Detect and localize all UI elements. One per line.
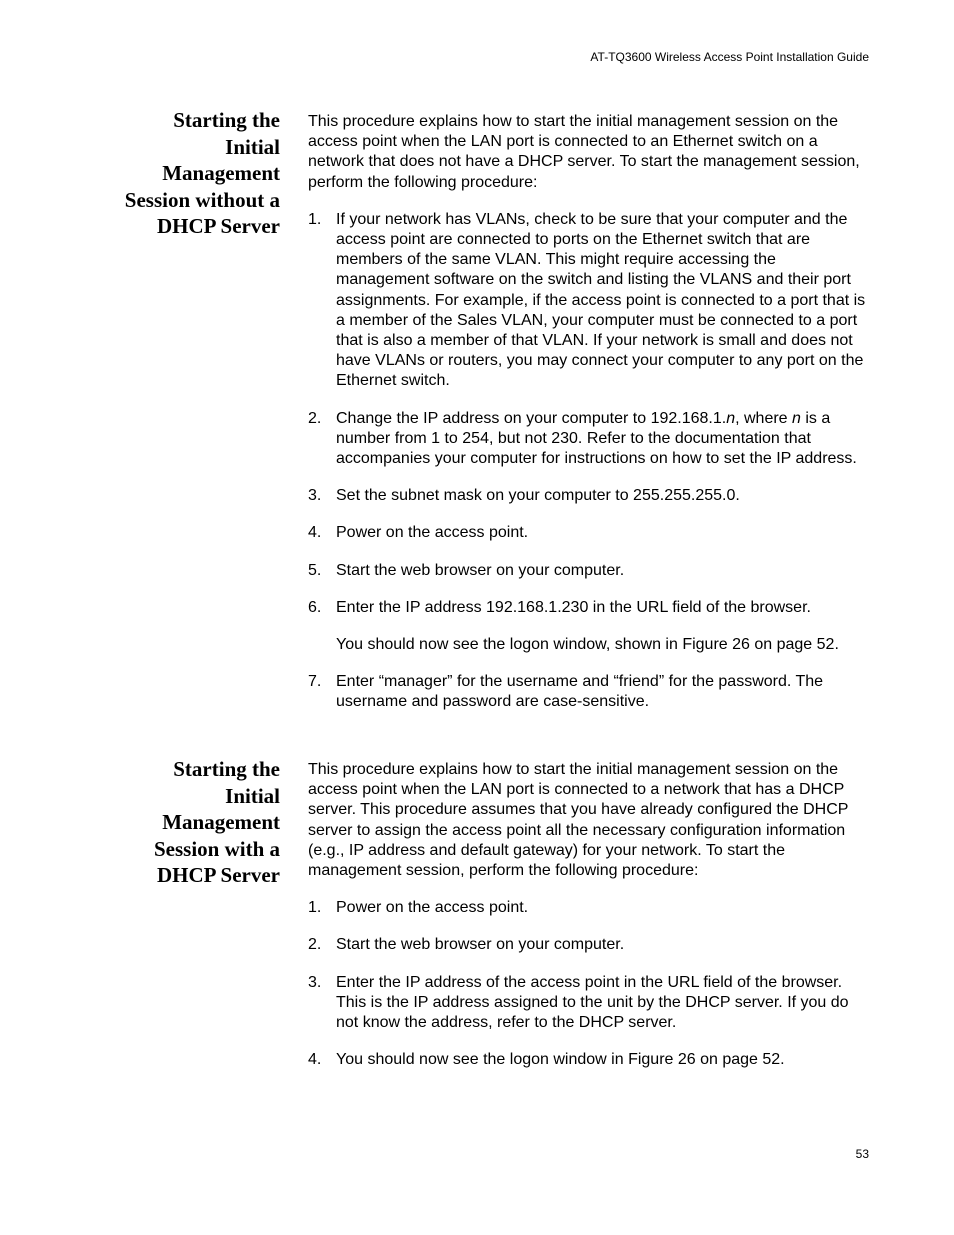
section-body	[308, 112, 873, 713]
list-item: 3. Set the subnet mask on your computer to 255.255.255.0.	[308, 487, 740, 505]
procedure-steps	[308, 210, 873, 713]
page-number: 53	[855, 1147, 869, 1161]
section-heading: Starting the Initial Management Session without a DHCP Server	[124, 108, 280, 238]
intro-paragraph: This procedure explains how to start the initial management session on the access point when the LAN port is connected to a network that has a DHCP server. This procedure assumes that you have already configured the DHCP server to assign the access point all the necessary configuration information (e.g., IP address and default gateway) for your network. To start the management session, perform the following procedure:	[308, 761, 849, 880]
list-item: 2. Change the IP address on your computer to 192.168.1.n, where n is a number from 1 to 254, but not 230. Refer to the documentation that accompanies your computer for instructions on how to set the IP address.	[308, 409, 857, 468]
intro-paragraph: This procedure explains how to start the initial management session on the access point when the LAN port is connected to an Ethernet switch on a network that does not have a DHCP server. To start the management session, perform the following procedure:	[308, 113, 860, 191]
list-item: 4. Power on the access point.	[308, 524, 529, 542]
list-item: 6. Enter the IP address 192.168.1.230 in the URL field of the browser. You should now see the logon window, shown in Figure 26 on page 52.	[308, 598, 839, 654]
section-body	[308, 760, 873, 1070]
procedure-steps	[308, 898, 873, 1070]
list-item: 1. If your network has VLANs, check to be sure that your computer and the access point are connected to ports on the Ethernet switch that are members of the same VLAN. This might require accessing the management software on the switch and listing the VLANS and their port assignments. For example, if the access point is connected to a port that is a member of the Sales VLAN, your computer must be connected to a port that is also a member of that VLAN. If your network is small and does not have VLANs or routers, you may connect your computer to any port on the Ethernet switch.	[308, 210, 866, 390]
list-item: 1. Power on the access point.	[308, 899, 529, 917]
list-item: 4. You should now see the logon window in Figure 26 on page 52.	[308, 1051, 785, 1069]
list-item: 2. Start the web browser on your computer.	[308, 936, 625, 954]
list-item: 3. Enter the IP address of the access point in the URL field of the browser. This is the IP address assigned to the unit by the DHCP server. If you do not know the address, refer to the DHCP server.	[308, 973, 849, 1032]
list-item: 7. Enter “manager” for the username and “friend” for the password. The username and password are case-sensitive.	[308, 673, 824, 711]
section-heading: Starting the Initial Management Session with a DHCP Server	[153, 757, 280, 887]
running-header: AT-TQ3600 Wireless Access Point Installation Guide	[590, 50, 869, 64]
list-item: 5. Start the web browser on your computer.	[308, 561, 625, 579]
